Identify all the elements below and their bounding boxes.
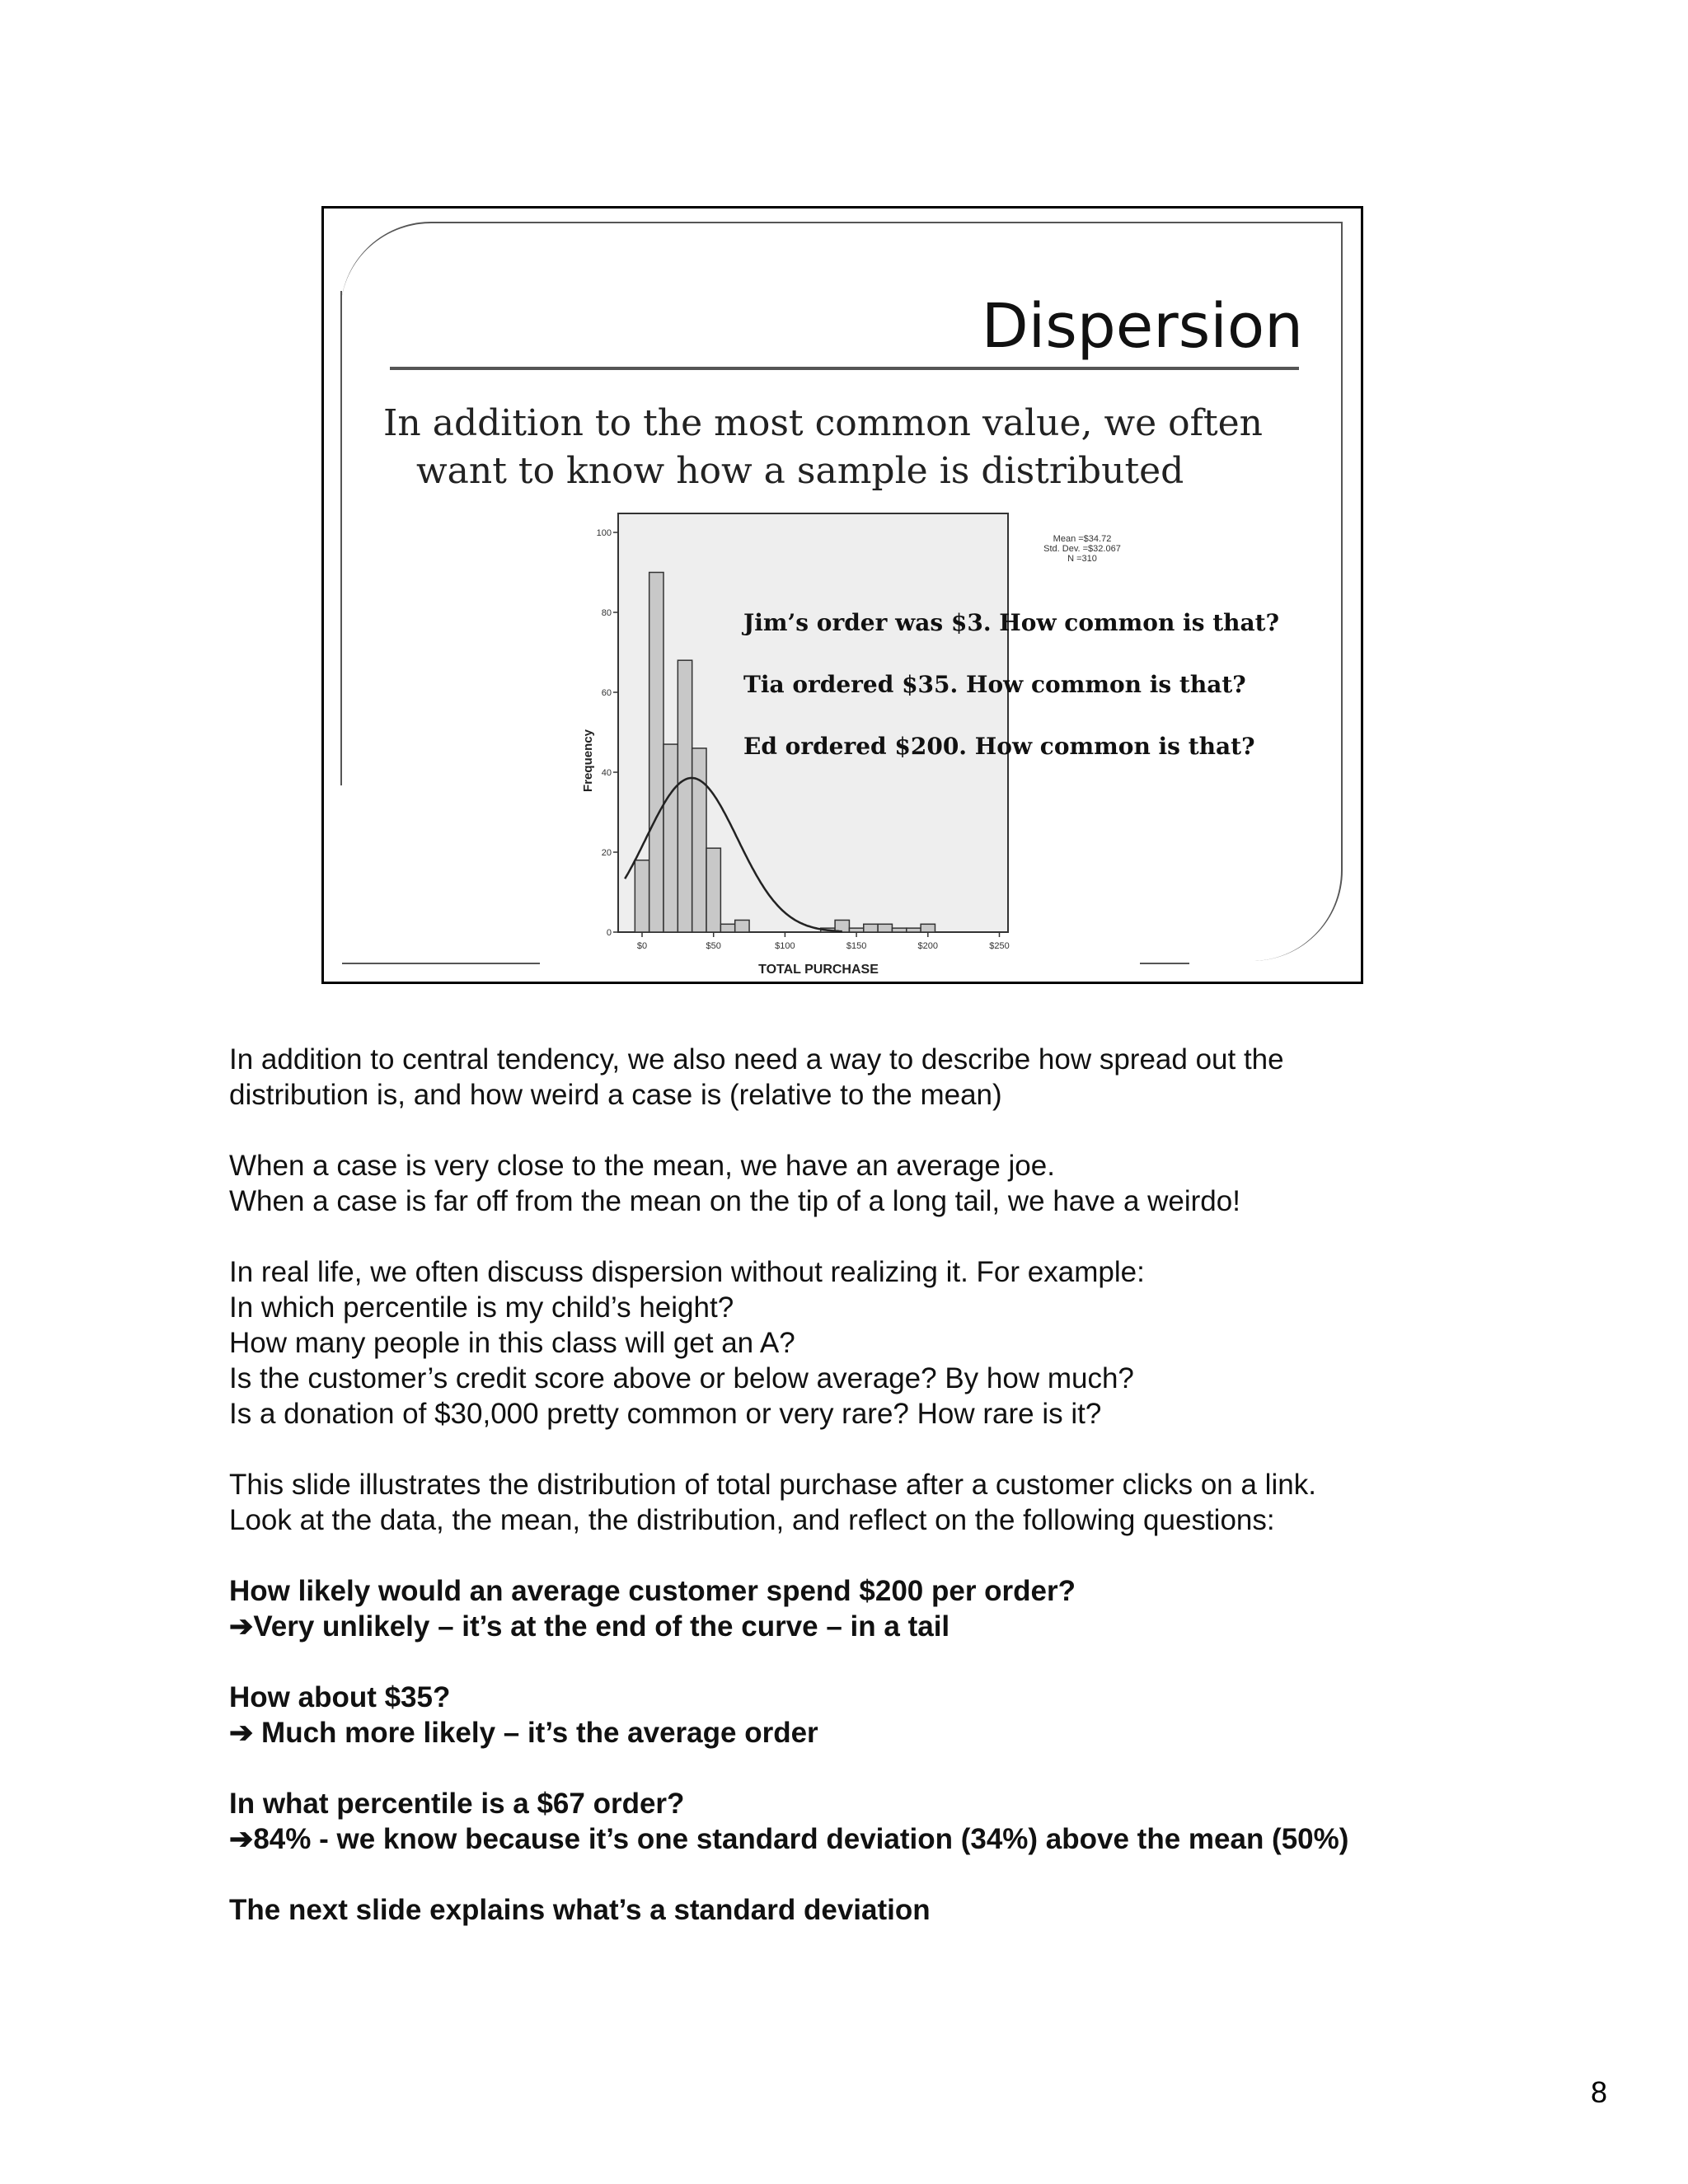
notes-line: In addition to central tendency, we also need a way to describe how spread out the [229, 1043, 1284, 1076]
notes-line: Is the customer’s credit score above or below average? By how much? [229, 1362, 1134, 1394]
y-axis-ticks [597, 528, 618, 938]
x-tick-label: $200 [917, 941, 939, 951]
notes-question: How likely would an average customer spend $200 per order? [229, 1575, 1076, 1607]
question-tia: Tia ordered $35. How common is that? [743, 671, 1246, 698]
histogram-bar [864, 924, 878, 932]
histogram-bar [706, 848, 720, 932]
notes-question: In what percentile is a $67 order? [229, 1788, 685, 1820]
notes-closing: The next slide explains what’s a standard deviation [229, 1894, 931, 1926]
question-jim: Jim’s order was $3. How common is that? [743, 609, 1279, 636]
subtitle-line-2: want to know how a sample is distributed [416, 450, 1184, 492]
histogram-bar [649, 573, 663, 933]
x-axis-ticks [637, 932, 1010, 951]
notes-line: When a case is very close to the mean, we have an average joe. [229, 1150, 1055, 1182]
histogram-bar [892, 928, 906, 932]
y-tick-label: 20 [601, 848, 612, 858]
histogram-bar [907, 928, 921, 932]
x-axis-label: TOTAL PURCHASE [758, 963, 879, 977]
notes-line: distribution is, and how weird a case is (relative to the mean) [229, 1079, 1002, 1111]
stats-std-dev: Std. Dev. =$32.067 [1043, 544, 1121, 554]
notes-line: When a case is far off from the mean on the tip of a long tail, we have a weirdo! [229, 1185, 1240, 1217]
y-tick-label: 60 [601, 688, 612, 698]
notes-line: How many people in this class will get an A? [229, 1327, 795, 1359]
question-ed: Ed ordered $200. How common is that? [743, 733, 1255, 760]
histogram-bar [635, 860, 649, 932]
notes-line: In which percentile is my child’s height? [229, 1291, 734, 1324]
stats-mean: Mean =$34.72 [1053, 534, 1112, 544]
notes-answer: ➔Very unlikely – it’s at the end of the curve – in a tail [229, 1610, 950, 1643]
notes-question: How about $35? [229, 1681, 451, 1713]
stats-box [1043, 534, 1121, 564]
histogram-bar [692, 748, 706, 932]
subtitle-line-1: In addition to the most common value, we often [383, 402, 1263, 444]
x-tick-label: $50 [706, 941, 721, 951]
histogram-bar [663, 744, 678, 932]
notes-line: Is a donation of $30,000 pretty common or very rare? How rare is it? [229, 1398, 1102, 1430]
y-tick-label: 100 [596, 528, 612, 538]
notes-answer: ➔ Much more likely – it’s the average order [229, 1717, 818, 1749]
slide-title: Dispersion [981, 291, 1303, 362]
x-tick-label: $0 [636, 941, 648, 951]
notes-line: In real life, we often discuss dispersion without realizing it. For example: [229, 1256, 1145, 1288]
notes-line: Look at the data, the mean, the distribution, and reflect on the following questions: [229, 1504, 1275, 1536]
y-tick-label: 40 [601, 768, 612, 778]
y-axis-label: Frequency [581, 729, 595, 792]
speaker-notes [229, 1042, 1515, 1928]
histogram-chart [324, 209, 1363, 984]
histogram-bar [878, 924, 892, 932]
page-number: 8 [1590, 2075, 1607, 2109]
histogram-bar [921, 924, 935, 932]
stats-n: N =310 [1067, 554, 1097, 564]
slide-thumbnail [321, 206, 1363, 984]
x-tick-label: $250 [989, 941, 1010, 951]
y-tick-label: 80 [601, 608, 612, 618]
x-tick-label: $100 [775, 941, 795, 951]
x-tick-label: $150 [846, 941, 867, 951]
histogram-bar [720, 924, 734, 932]
y-tick-label: 0 [606, 928, 612, 938]
histogram-bar [735, 920, 749, 932]
histogram-bar [678, 660, 692, 932]
notes-line: This slide illustrates the distribution of total purchase after a customer clicks on a link. [229, 1469, 1316, 1501]
histogram-bar [849, 928, 863, 932]
notes-answer: ➔84% - we know because it’s one standard deviation (34%) above the mean (50%) [229, 1823, 1349, 1855]
